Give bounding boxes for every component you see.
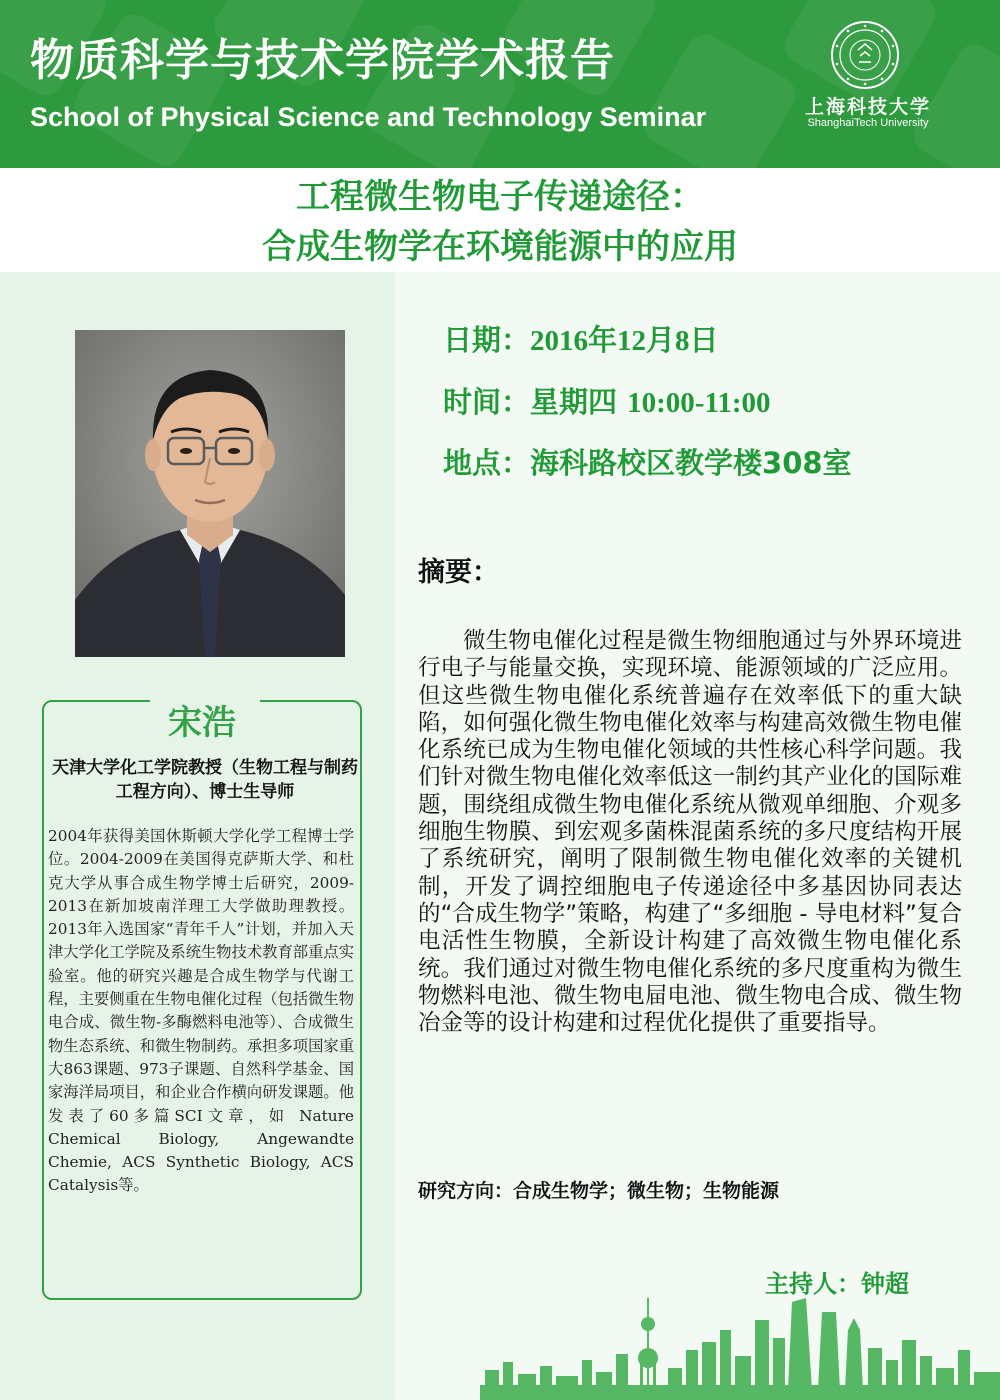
speaker-photo — [75, 330, 345, 657]
talk-title — [0, 172, 1000, 272]
abstract-body: 微生物电催化过程是微生物细胞通过与外界环境进行电子与能量交换，实现环境、能源领域的广泛应用。但这些微生物电催化系统普遍存在效率低下的重大缺陷，如何强化微生物电催化效率与构建高效微生物电催化系统已成为生物电催化领域的共性核心科学问题。我们针对微生物电催化效率低这一制约其产业化的国际难题，围绕组成微生物电催化系统从微观单细胞、介观多细胞生物膜、到宏观多菌株混菌系统的多尺度结构开展了系统研究，阐明了限制微生物电催化效率的关键机制，开发了调控细胞电子传递途径中多基因协同表达的“合成生物学”策略，构建了“多细胞 - 导电材料”复合电活性生物膜，全新设计构建了高效微生物电催化系统。我们通过对微生物电催化系统的多尺度重构为微生物燃料电池、微生物电屇电池、微生物电合成、微生物冶金等的设计构建和过程优化提供了重要指导。 — [418, 628, 962, 1037]
talk-title-line-1: 工程微生物电子传递途径： — [296, 177, 704, 217]
header-title: 物质科学与技术学院学术报告 — [30, 35, 615, 86]
speaker-name: 宋浩 — [168, 703, 236, 743]
date-row — [443, 318, 719, 359]
research-direction — [418, 1176, 779, 1203]
university-name-en: ShanghaiTech University — [807, 117, 929, 129]
date-value: 2016年12月8日 — [530, 325, 719, 357]
research-value: 合成生物学；微生物；生物能源 — [513, 1180, 780, 1202]
city-skyline-decoration — [0, 1290, 1000, 1400]
university-seal-icon — [830, 20, 900, 90]
speaker-position: 天津大学化工学院教授（生物工程与制药工程方向）、博士生导师 — [52, 758, 358, 802]
host-value: 钟超 — [861, 1270, 909, 1298]
header-subtitle: School of Physical Science and Technology Seminar — [30, 102, 707, 132]
time-weekday: 星期四 — [530, 385, 618, 419]
time-value: 10:00-11:00 — [627, 387, 771, 419]
place-row — [443, 441, 852, 482]
place-label: 地点： — [443, 446, 531, 480]
research-label: 研究方向： — [418, 1180, 514, 1202]
host-label: 主持人： — [765, 1270, 861, 1298]
speaker-portrait-image — [75, 330, 345, 657]
place-value: 海科路校区教学楼308室 — [530, 446, 852, 480]
time-row — [443, 380, 771, 421]
header-banner — [0, 0, 1000, 168]
abstract-heading: 摘要： — [418, 557, 499, 588]
talk-title-line-2: 合成生物学在环境能源中的应用 — [262, 227, 738, 267]
date-label: 日期： — [443, 323, 531, 357]
university-name-cn: 上海科技大学 — [804, 96, 931, 118]
time-label: 时间： — [443, 385, 531, 419]
speaker-bio: 2004年获得美国休斯顿大学化学工程博士学位。2004-2009在美国得克萨斯大学、和杜克大学从事合成生物学博士后研究，2009-2013在新加坡南洋理工大学做助理教授。2013年入选国家“青年千人”计划，并加入天津大学化工学院及系统生物技术教育部重点实验室。他的研究兴趣是合成生物学与代谢工程，主要侧重在生物电催化过程（包括微生物电合成、微生物-多酶燃料电池等）、合成微生物生态系统、和微生物制药。承担多项国家重大863课题、973子课题、自然科学基金、国家海洋局项目，和企业合作横向研发课题。他发表了60多篇SCI文章，如 Nature Chemical Biology, Angewandte Chemie, ACS Synthetic Biology, ACS Catalysis等。 — [48, 827, 354, 1195]
